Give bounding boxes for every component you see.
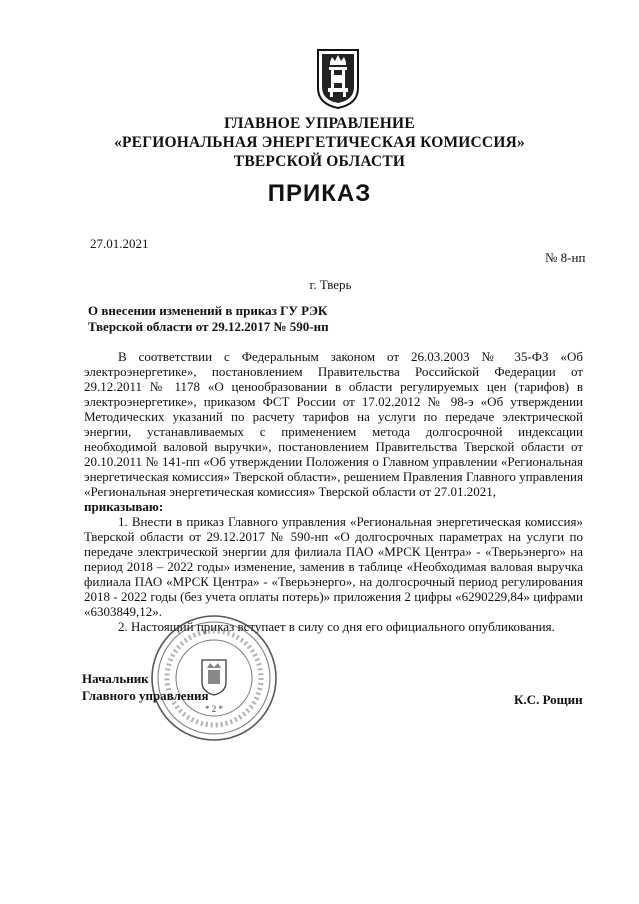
document-subject	[88, 303, 329, 335]
tver-coat-of-arms-icon	[316, 48, 360, 110]
org-name-line1: ГЛАВНОЕ УПРАВЛЕНИЕ	[224, 115, 415, 132]
document-body	[84, 349, 583, 634]
org-name-line2: «РЕГИОНАЛЬНАЯ ЭНЕРГЕТИЧЕСКАЯ КОМИССИЯ»	[114, 134, 525, 151]
decree-item-2: 2. Настоящий приказ вступает в силу со дня его официального опубликования.	[118, 619, 555, 634]
position-line2: Главного управления	[82, 688, 209, 703]
signatory-name: К.С. Рощин	[514, 692, 583, 707]
stamp-center-text: * 2 *	[205, 704, 223, 714]
subject-line1: О внесении изменений в приказ ГУ РЭК	[88, 303, 328, 318]
document-title: ПРИКАЗ	[267, 180, 372, 207]
decree-item-1: 1. Внести в приказ Главного управления «Региональная энергетическая комиссия» Тверской области от 29.12.2017 № 590-нп «О долгосрочных параметрах на услуги по передаче электрической энергии для филиала ПАО «МРСК Центра» - «Тверьэнерго» на период 2018 – 2022 годы» изменение, заменив в таблице «Необходимая валовая выручка филиала ПАО «МРСК Центра» - «Тверьэнерго», на долгосрочный период регулирования 2018 - 2022 годы (без учета оплаты потерь)» приложения 2 цифры «6290229,84» цифрами «6303849,12».	[84, 514, 583, 619]
decree-word: приказываю:	[84, 499, 164, 514]
subject-line2: Тверской области от 29.12.2017 № 590-нп	[88, 319, 329, 334]
preamble-paragraph: В соответствии с Федеральным законом от 26.03.2003 № 35-ФЗ «Об электроэнергетике», постановлением Правительства Российской Федерации от 29.12.2011 № 1178 «О ценообразовании в области регулируемых цен (тарифов) в электроэнергетике», приказом ФСТ России от 17.02.2012 № 98-э «Об утверждении Методических указаний по расчету тарифов на услуги по передаче электрической энергии, устанавливаемых с применением метода долгосрочной индексации необходимой валовой выручки», постановлением Правительства Тверской области от 20.10.2011 № 141-пп «Об утверждении Положения о Главном управлении «Региональная энергетическая комиссия» Тверской области», решением Правления Главного управления «Региональная энергетическая комиссия» Тверской области от 27.01.2021,	[84, 349, 583, 499]
document-city: г. Тверь	[309, 277, 352, 292]
org-name-line3: ТВЕРСКОЙ ОБЛАСТИ	[233, 153, 406, 170]
document-date: 27.01.2021	[90, 236, 149, 251]
document-number: № 8-нп	[545, 250, 586, 265]
signatory-position	[82, 670, 209, 704]
position-line1: Начальник	[82, 671, 149, 686]
